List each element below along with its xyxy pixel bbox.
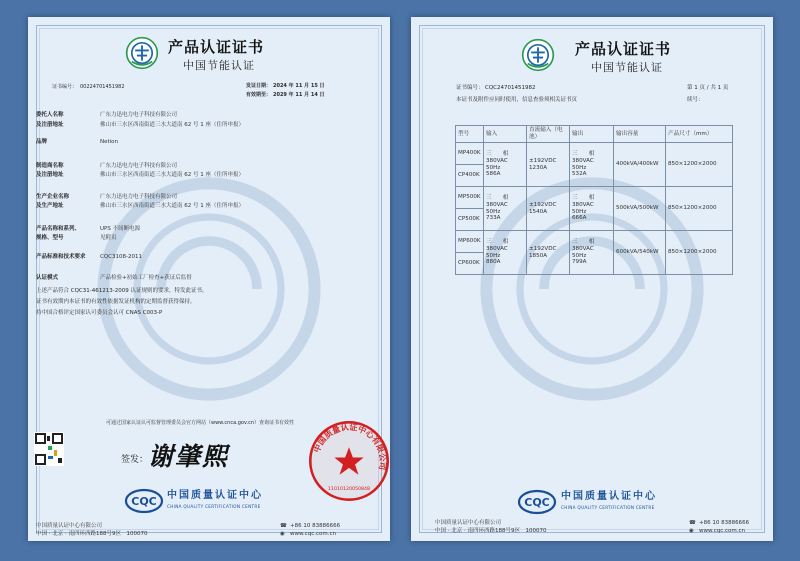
col-header-model: 型号 (456, 126, 484, 143)
capacity-cell: 500kVA/500kW (614, 187, 666, 231)
model-label: 规格、型号 (36, 235, 64, 241)
output-cell (570, 187, 614, 231)
manufacturer-address-label: 及注册地址 (36, 172, 64, 178)
dc-cell (527, 143, 570, 187)
cert-mode-label: 认证模式 (36, 275, 59, 281)
cert-no-label: 证书编号： (52, 84, 78, 90)
input-cell (484, 187, 527, 231)
valid-date-value: 2029 年 11 月 14 日 (273, 92, 325, 98)
cqc-name-cn: 中国质量认证中心 (167, 490, 263, 501)
factory-name-value: 广东力迅电力电子科技有限公司 (100, 194, 178, 200)
table-row (456, 143, 733, 165)
sign-label: 签发： (121, 455, 149, 465)
svg-text:中国质量认证中心有限公司: 中国质量认证中心有限公司 (311, 421, 389, 471)
svg-text:CQC: CQC (524, 496, 550, 509)
dc-line: ±192VDC (529, 201, 557, 208)
product-name-label: 产品名称和系列、 (36, 226, 81, 232)
output-cell (570, 231, 614, 275)
cqc-name-en: CHINA QUALITY CERTIFICATION CENTRE (561, 505, 655, 510)
footer-web[interactable]: www.cqc.com.cn (699, 528, 746, 534)
input-line: 50Hz (486, 252, 501, 259)
col-header-size: 产品尺寸（mm） (666, 126, 733, 143)
size-cell: 850×1200×2000 (666, 187, 733, 231)
footer-web[interactable]: www.cqc.com.cn (290, 531, 337, 537)
col-header-input: 输入 (484, 126, 527, 143)
input-line: 586A (486, 171, 501, 178)
product-name-value: UPS 不间断电源 (100, 226, 141, 232)
cqc-logo-icon (517, 489, 557, 515)
footer-address: 中国 · 北京 · 南四环西路188号9区 100070 (435, 528, 547, 534)
client-name-label: 委托人名称 (36, 112, 64, 118)
input-line: 733A (486, 215, 501, 222)
input-line: 三 相 (486, 239, 509, 246)
col-header-dc-input: 直流输入（电池） (527, 126, 570, 143)
output-line: 50Hz (572, 208, 587, 215)
footer-company: 中国质量认证中心有限公司 (435, 520, 502, 526)
client-name-value: 广东力迅电力电子科技有限公司 (100, 112, 178, 118)
globe-icon: ◉ (280, 531, 285, 537)
company-seal-stamp (306, 418, 390, 504)
certificate-title: 产品认证证书 (575, 40, 672, 58)
phone-icon: ☎ (280, 523, 287, 529)
input-line: 50Hz (486, 164, 501, 171)
size-cell: 850×1200×2000 (666, 231, 733, 275)
footer-address: 中国 · 北京 · 南四环西路188号9区 100070 (36, 531, 148, 537)
cqc-logo-icon (124, 488, 164, 514)
standard-label: 产品标准和技术要求 (36, 254, 86, 260)
col-header-output: 输出 (570, 126, 614, 143)
input-line: 380VAC (486, 157, 508, 164)
page-info: 第 1 页 / 共 1 页 (687, 85, 729, 91)
output-line: 380VAC (572, 201, 594, 208)
output-line: 380VAC (572, 157, 594, 164)
output-line: 三 相 (572, 239, 595, 246)
factory-name-label: 生产企业名称 (36, 194, 70, 200)
model-value: 见附页 (100, 235, 117, 241)
certificate-page-main (28, 17, 390, 541)
certificate-subtitle: 中国节能认证 (591, 61, 663, 74)
cert-no-value: 00224701451982 (80, 84, 125, 90)
client-address-label: 及注册地址 (36, 122, 64, 128)
footer-phone: +86 10 83886666 (699, 520, 750, 526)
input-line: 380VAC (486, 201, 508, 208)
model-cell: CP500K (456, 209, 484, 231)
model-cell: MP500K (456, 187, 484, 209)
output-line: 532A (572, 171, 587, 178)
capacity-cell: 600kVA/540kW (614, 231, 666, 275)
output-line: 50Hz (572, 164, 587, 171)
product-spec-table (455, 125, 733, 275)
certificate-subtitle: 中国节能认证 (183, 59, 255, 72)
serial-label: 续号： (687, 97, 704, 103)
energy-saving-seal-icon (521, 38, 555, 72)
statement-line-3: 持中国合格评定国家认可委员会认可 CNAS C003-P (36, 310, 163, 316)
model-cell: CP600K (456, 253, 484, 275)
model-cell: MP400K (456, 143, 484, 165)
table-header-row (456, 126, 733, 143)
stamp-code: 11010120050848 (327, 487, 371, 493)
output-cell (570, 143, 614, 187)
table-row (456, 187, 733, 209)
size-cell: 850×1200×2000 (666, 143, 733, 187)
manufacturer-address-value: 佛山市三水区西南街道三水大道南 62 号 1 座（住所申报） (100, 172, 244, 178)
brand-value: Netion (100, 139, 119, 145)
input-line: 880A (486, 259, 501, 266)
signature: 谢肇熙 (148, 442, 230, 471)
dc-line: ±192VDC (529, 157, 557, 164)
input-line: 三 相 (486, 151, 509, 158)
verify-note: 可通过国家认证认可监督管理委员会官方网站（www.cnca.gov.cn）查询证书有效性 (106, 420, 295, 426)
capacity-cell: 400kVA/400kW (614, 143, 666, 187)
output-line: 三 相 (572, 195, 595, 202)
footer-company: 中国质量认证中心有限公司 (36, 523, 103, 529)
factory-address-label: 及生产地址 (36, 203, 64, 209)
phone-icon: ☎ (689, 520, 696, 526)
cqc-name-en: CHINA QUALITY CERTIFICATION CENTRE (167, 504, 261, 509)
input-line: 50Hz (486, 208, 501, 215)
manufacturer-name-label: 制造商名称 (36, 163, 64, 169)
input-cell (484, 231, 527, 275)
energy-saving-seal-icon (125, 36, 159, 70)
valid-date-label: 有效期至： (246, 92, 272, 98)
input-cell (484, 143, 527, 187)
dc-cell (527, 231, 570, 275)
globe-icon: ◉ (689, 528, 694, 534)
model-cell: CP400K (456, 165, 484, 187)
svg-text:CQC: CQC (131, 495, 157, 508)
dc-line: 1850A (529, 252, 548, 259)
model-cell: MP600K (456, 231, 484, 253)
input-line: 三 相 (486, 195, 509, 202)
annex-note: 本证书及附件应同时使用，信息查验须相关证书页 (456, 97, 578, 103)
client-address-value: 佛山市三水区西南街道三水大道南 62 号 1 座（住所申报） (100, 122, 244, 128)
certificate-page-annex (411, 17, 773, 541)
input-line: 380VAC (486, 245, 508, 252)
cert-no-label: 证书编号： (456, 85, 484, 91)
qr-code-icon[interactable] (34, 432, 64, 466)
output-line: 380VAC (572, 245, 594, 252)
statement-line-2: 证书有效期内本证书的有效性依据发证机构的定期监督获得保持。 (36, 299, 196, 305)
dc-line: ±192VDC (529, 245, 557, 252)
issue-date-label: 发证日期： (246, 83, 272, 89)
statement-line-1: 上述产品符合 CQC31-461213-2009 认证规则的要求，特发此证书。 (36, 288, 208, 294)
footer-phone: +86 10 83886666 (290, 523, 341, 529)
dc-line: 1540A (529, 208, 548, 215)
certificate-title: 产品认证证书 (168, 38, 265, 56)
output-line: 799A (572, 259, 587, 266)
table-row (456, 231, 733, 253)
output-line: 50Hz (572, 252, 587, 259)
manufacturer-name-value: 广东力迅电力电子科技有限公司 (100, 163, 178, 169)
dc-line: 1230A (529, 164, 548, 171)
factory-address-value: 佛山市三水区西南街道三水大道南 62 号 1 座（住所申报） (100, 203, 244, 209)
issue-date-value: 2024 年 11 月 15 日 (273, 83, 325, 89)
output-line: 666A (572, 215, 587, 222)
output-line: 三 相 (572, 151, 595, 158)
col-header-capacity: 输出容量 (614, 126, 666, 143)
cqc-name-cn: 中国质量认证中心 (561, 491, 657, 502)
brand-label: 品牌 (36, 139, 48, 145)
cert-mode-value: 产品检验+初始工厂检查+获证后监督 (100, 275, 192, 281)
standard-value: CQC3108-2011 (100, 254, 142, 260)
cert-no-value: CQC24701451982 (485, 85, 536, 91)
dc-cell (527, 187, 570, 231)
